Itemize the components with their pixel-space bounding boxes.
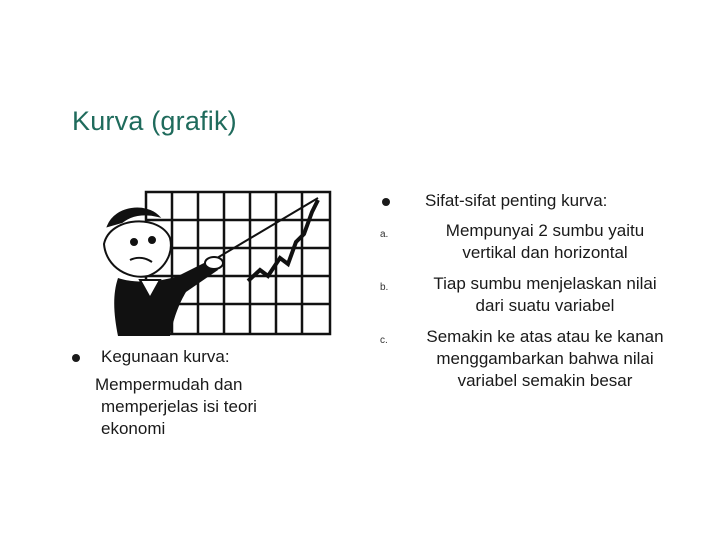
list-item-text: Semakin ke atas atau ke kanan menggambarkan bahwa nilai variabel semakin besar bbox=[426, 327, 664, 390]
list-marker: c. bbox=[380, 335, 388, 346]
list-marker: a. bbox=[380, 229, 389, 240]
bullet-dot-icon bbox=[72, 354, 80, 362]
properties-heading: Sifat-sifat penting kurva: bbox=[425, 191, 608, 210]
usage-body: Mempermudah dan memperjelas isi teori ekonomi bbox=[95, 375, 257, 438]
bullet-dot-icon bbox=[382, 198, 390, 206]
slide-title: Kurva (grafik) bbox=[72, 106, 237, 136]
list-item-text: Mempunyai 2 sumbu yaitu vertikal dan horizontal bbox=[445, 221, 645, 262]
list-marker: b. bbox=[380, 282, 389, 293]
list-item-text: Tiap sumbu menjelaskan nilai dari suatu variabel bbox=[433, 274, 657, 315]
presenter-pointing-at-rising-chart-icon bbox=[100, 186, 332, 336]
usage-heading: Kegunaan kurva: bbox=[101, 347, 230, 366]
